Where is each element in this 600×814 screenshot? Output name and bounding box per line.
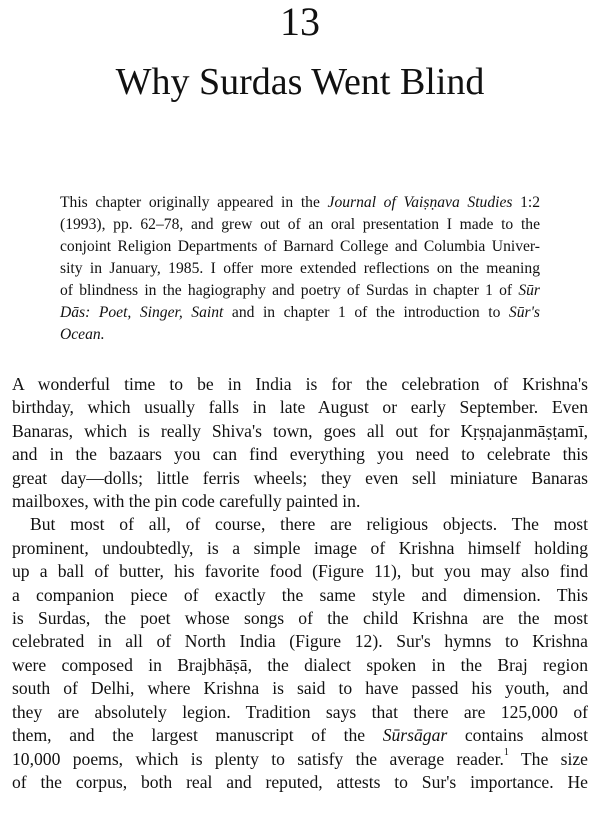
chapter-note bbox=[60, 192, 540, 346]
body-line: celebrated in all of North India (Figure 12). Sur's hymns to Krishna bbox=[12, 631, 588, 652]
body-line: A wonderful time to be in India is for the celebration of Krishna's bbox=[12, 374, 588, 394]
body-line: and in the bazaars you can find everything you need to celebrate this bbox=[12, 444, 588, 465]
footnote-mark: 1 bbox=[503, 746, 509, 758]
body-text bbox=[12, 373, 588, 794]
body-line: were composed in Brajbhāṣā, the dialect spoken in the Braj region bbox=[12, 654, 588, 675]
note-line: of blindness in the hagiography and poetry of Surdas in chapter 1 of Sūr bbox=[60, 282, 540, 299]
body-line: a companion piece of exactly the same style and dimension. This bbox=[12, 584, 588, 605]
note-line: sity in January, 1985. I offer more extended reflections on the meaning bbox=[60, 260, 540, 277]
body-line: is Surdas, the poet whose songs of the child Krishna are the most bbox=[12, 608, 588, 629]
note-line: Ocean. bbox=[60, 326, 105, 343]
note-line: (1993), pp. 62–78, and grew out of an oral presentation I made to the bbox=[60, 216, 540, 233]
body-line: great day—dolls; little ferris wheels; they even sell miniature Banaras bbox=[12, 467, 588, 488]
body-line: they are absolutely legion. Tradition says that there are 125,000 of bbox=[12, 701, 588, 722]
note-line: conjoint Religion Departments of Barnard College and Columbia Univer- bbox=[60, 238, 540, 255]
note-line: Dās: Poet, Singer, Saint and in chapter 1 of the introduction to Sūr's bbox=[60, 304, 540, 321]
body-line: 10,000 poems, which is plenty to satisfy the average reader.$^1$ The size bbox=[12, 746, 588, 769]
body-line: south of Delhi, where Krishna is said to have passed his youth, and bbox=[12, 678, 588, 699]
body-line: Banaras, which is really Shiva's town, goes all out for Kṛṣṇajanmāṣṭamī, bbox=[12, 420, 588, 441]
chapter-title: Why Surdas Went Blind bbox=[115, 61, 485, 103]
body-line: birthday, which usually falls in late August or early September. Even bbox=[12, 397, 588, 418]
body-line: prominent, undoubtedly, is a simple image of Krishna himself holding bbox=[12, 537, 588, 558]
body-line: of the corpus, both real and reputed, attests to Sur's importance. He bbox=[12, 771, 588, 792]
body-line: up a ball of butter, his favorite food (Figure 11), but you may also find bbox=[12, 561, 588, 582]
note-line: This chapter originally appeared in the Journal of Vaiṣṇava Studies 1:2 bbox=[60, 194, 541, 211]
body-line: But most of all, of course, there are religious objects. The most bbox=[30, 514, 588, 535]
body-line: mailboxes, with the pin code carefully painted in. bbox=[12, 491, 361, 512]
chapter-number: 13 bbox=[280, 0, 320, 44]
body-line: them, and the largest manuscript of the Sūrsāgar contains almost bbox=[12, 725, 588, 746]
